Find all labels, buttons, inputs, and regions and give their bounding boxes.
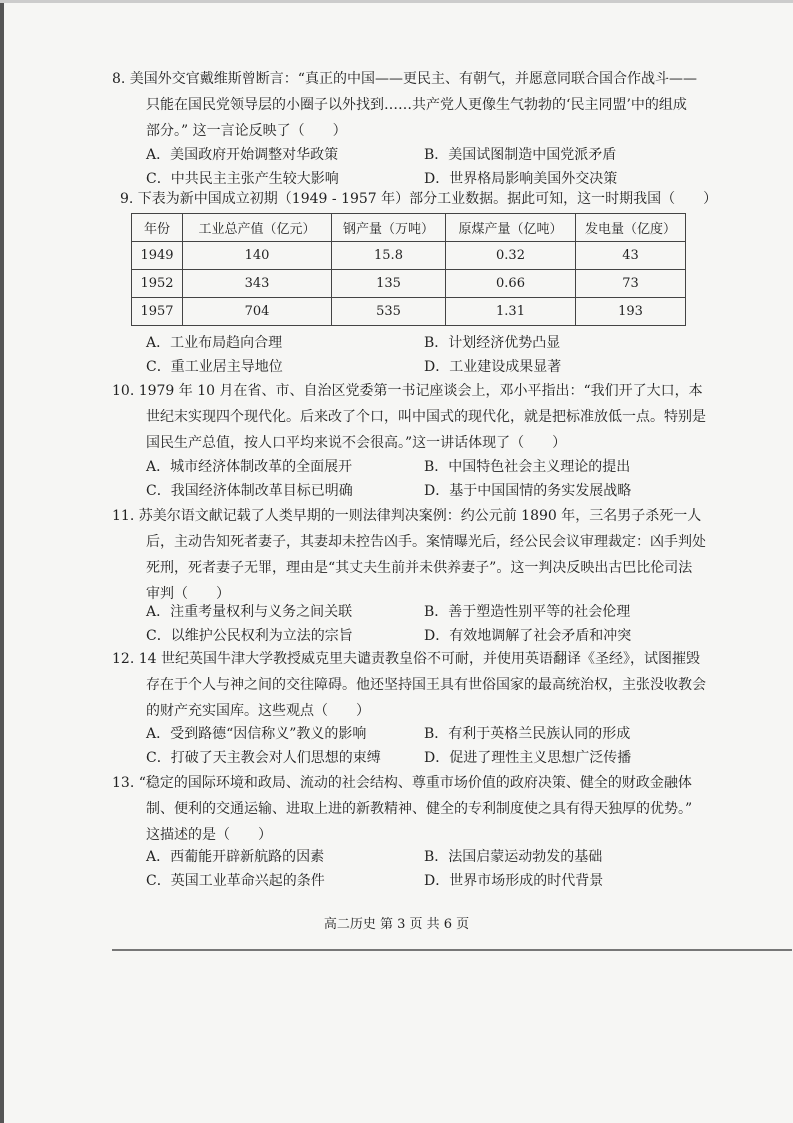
question-stem-line: 存在于个人与神之间的交往障碍。他还坚持国王具有世俗国家的最高统治权，主张没收教会 (146, 677, 706, 693)
question-stem-line: 审判（ ） (146, 586, 230, 602)
option-c: C．重工业居主导地位 (146, 359, 283, 375)
table-cell: 0.32 (446, 242, 576, 270)
option-c: C．打破了天主教会对人们思想的束缚 (146, 750, 381, 766)
option-b: B．中国特色社会主义理论的提出 (424, 459, 631, 475)
question-stem-line: 这描述的是（ ） (146, 827, 272, 843)
question-13 (112, 770, 702, 848)
option-b: B．法国启蒙运动勃发的基础 (424, 849, 603, 865)
table-cell: 193 (576, 298, 686, 326)
option-d: D．世界格局影响美国外交决策 (424, 171, 618, 187)
table-row (132, 298, 686, 326)
option-c: C．中共民主主张产生较大影响 (146, 171, 339, 187)
option-a: A．工业布局趋向合理 (146, 335, 283, 351)
question-13-options (146, 845, 706, 893)
option-a: A．受到路德“因信称义”教义的影响 (146, 726, 367, 742)
scan-edge-left (0, 0, 4, 1123)
option-d: D．有效地调解了社会矛盾和冲突 (424, 628, 632, 644)
question-stem-line: 的财产充实国库。这些观点（ ） (146, 703, 370, 719)
table-header: 年份 (132, 214, 183, 242)
option-d: D．世界市场形成的时代背景 (424, 873, 604, 889)
question-stem-line: 12. 14 世纪英国牛津大学教授威克里夫谴责教皇俗不可耐，并使用英语翻译《圣经》，试图摧毁 (112, 651, 700, 667)
table-cell: 73 (576, 270, 686, 298)
table-cell: 343 (183, 270, 332, 298)
question-stem-line: 世纪末实现四个现代化。后来改了个口，叫中国式的现代化，就是把标准放低一点。特别是 (146, 409, 706, 425)
scan-edge-top (0, 0, 793, 3)
question-8 (112, 66, 702, 144)
table-cell: 135 (332, 270, 446, 298)
table-row (132, 270, 686, 298)
option-d: D．基于中国国情的务实发展战略 (424, 483, 632, 499)
table-cell: 535 (332, 298, 446, 326)
table-header: 工业总产值（亿元） (183, 214, 332, 242)
question-stem-line: 9. 下表为新中国成立初期（1949 - 1957 年）部分工业数据。据此可知，这一时期我国（ ） (120, 191, 718, 207)
table-cell: 43 (576, 242, 686, 270)
question-stem-line: 制、便利的交通运输、进取上进的新教精神、健全的专利制度使之具有得天独厚的优势。” (146, 801, 693, 817)
question-11-options (146, 600, 706, 648)
option-b: B．有利于英格兰民族认同的形成 (424, 726, 631, 742)
table-header: 原煤产量（亿吨） (446, 214, 576, 242)
question-stem-line: 13. “稳定的国际环境和政局、流动的社会结构、尊重市场价值的政府决策、健全的财政金融体 (112, 775, 692, 791)
option-d: D．促进了理性主义思想广泛传播 (424, 750, 632, 766)
option-d: D．工业建设成果显著 (424, 359, 562, 375)
question-10-options (146, 455, 706, 503)
option-c: C．英国工业革命兴起的条件 (146, 873, 325, 889)
table-cell: 1952 (132, 270, 183, 298)
table-row (132, 242, 686, 270)
bottom-rule (112, 949, 792, 951)
question-stem-line: 只能在国民党领导层的小圈子以外找到……共产党人更像生气勃勃的‘民主同盟’中的组成 (146, 97, 687, 113)
option-a: A．注重考量权利与义务之间关联 (146, 604, 353, 620)
option-c: C．我国经济体制改革目标已明确 (146, 483, 353, 499)
question-stem-line: 死刑，死者妻子无罪，理由是“其丈夫生前并未供养妻子”。这一判决反映出古巴比伦司法 (146, 560, 693, 576)
question-stem-line: 11. 苏美尔语文献记载了人类早期的一则法律判决案例：约公元前 1890 年，三名男子杀死一人 (112, 508, 702, 524)
table-header: 发电量（亿度） (576, 214, 686, 242)
table-cell: 1957 (132, 298, 183, 326)
page-footer: 高二历史 第 3 页 共 6 页 (323, 917, 470, 932)
question-stem-line: 后，主动告知死者妻子，其妻却未控告凶手。案情曝光后，经公民会议审理裁定：凶手判处 (146, 534, 706, 550)
question-9 (112, 186, 718, 212)
table-cell: 1949 (132, 242, 183, 270)
question-12 (112, 646, 706, 724)
table-header-row (132, 214, 686, 242)
option-a: A．西葡能开辟新航路的因素 (146, 849, 325, 865)
question-10 (112, 378, 706, 456)
question-9-options (146, 331, 706, 379)
table-cell: 1.31 (446, 298, 576, 326)
option-b: B．计划经济优势凸显 (424, 335, 561, 351)
question-stem-line: 8. 美国外交官戴维斯曾断言：“真正的中国——更民主、有朝气，并愿意同联合国合作战斗—— (112, 71, 697, 87)
option-b: B．美国试图制造中国党派矛盾 (424, 147, 617, 163)
question-11 (112, 503, 706, 607)
table-cell: 704 (183, 298, 332, 326)
option-a: A．美国政府开始调整对华政策 (146, 147, 339, 163)
question-12-options (146, 722, 706, 770)
question-stem-line: 部分。” 这一言论反映了（ ） (146, 123, 347, 139)
table-cell: 15.8 (332, 242, 446, 270)
industry-data-table (131, 213, 686, 326)
question-stem-line: 国民生产总值，按人口平均来说不会很高。”这一讲话体现了（ ） (146, 435, 567, 451)
option-b: B．善于塑造性别平等的社会伦理 (424, 604, 631, 620)
question-8-options (146, 143, 706, 191)
question-stem-line: 10. 1979 年 10 月在省、市、自治区党委第一书记座谈会上，邓小平指出：“我们开了大口，本 (112, 383, 703, 399)
option-c: C．以维护公民权利为立法的宗旨 (146, 628, 353, 644)
table-cell: 140 (183, 242, 332, 270)
table-header: 钢产量（万吨） (332, 214, 446, 242)
table-cell: 0.66 (446, 270, 576, 298)
option-a: A．城市经济体制改革的全面展开 (146, 459, 353, 475)
